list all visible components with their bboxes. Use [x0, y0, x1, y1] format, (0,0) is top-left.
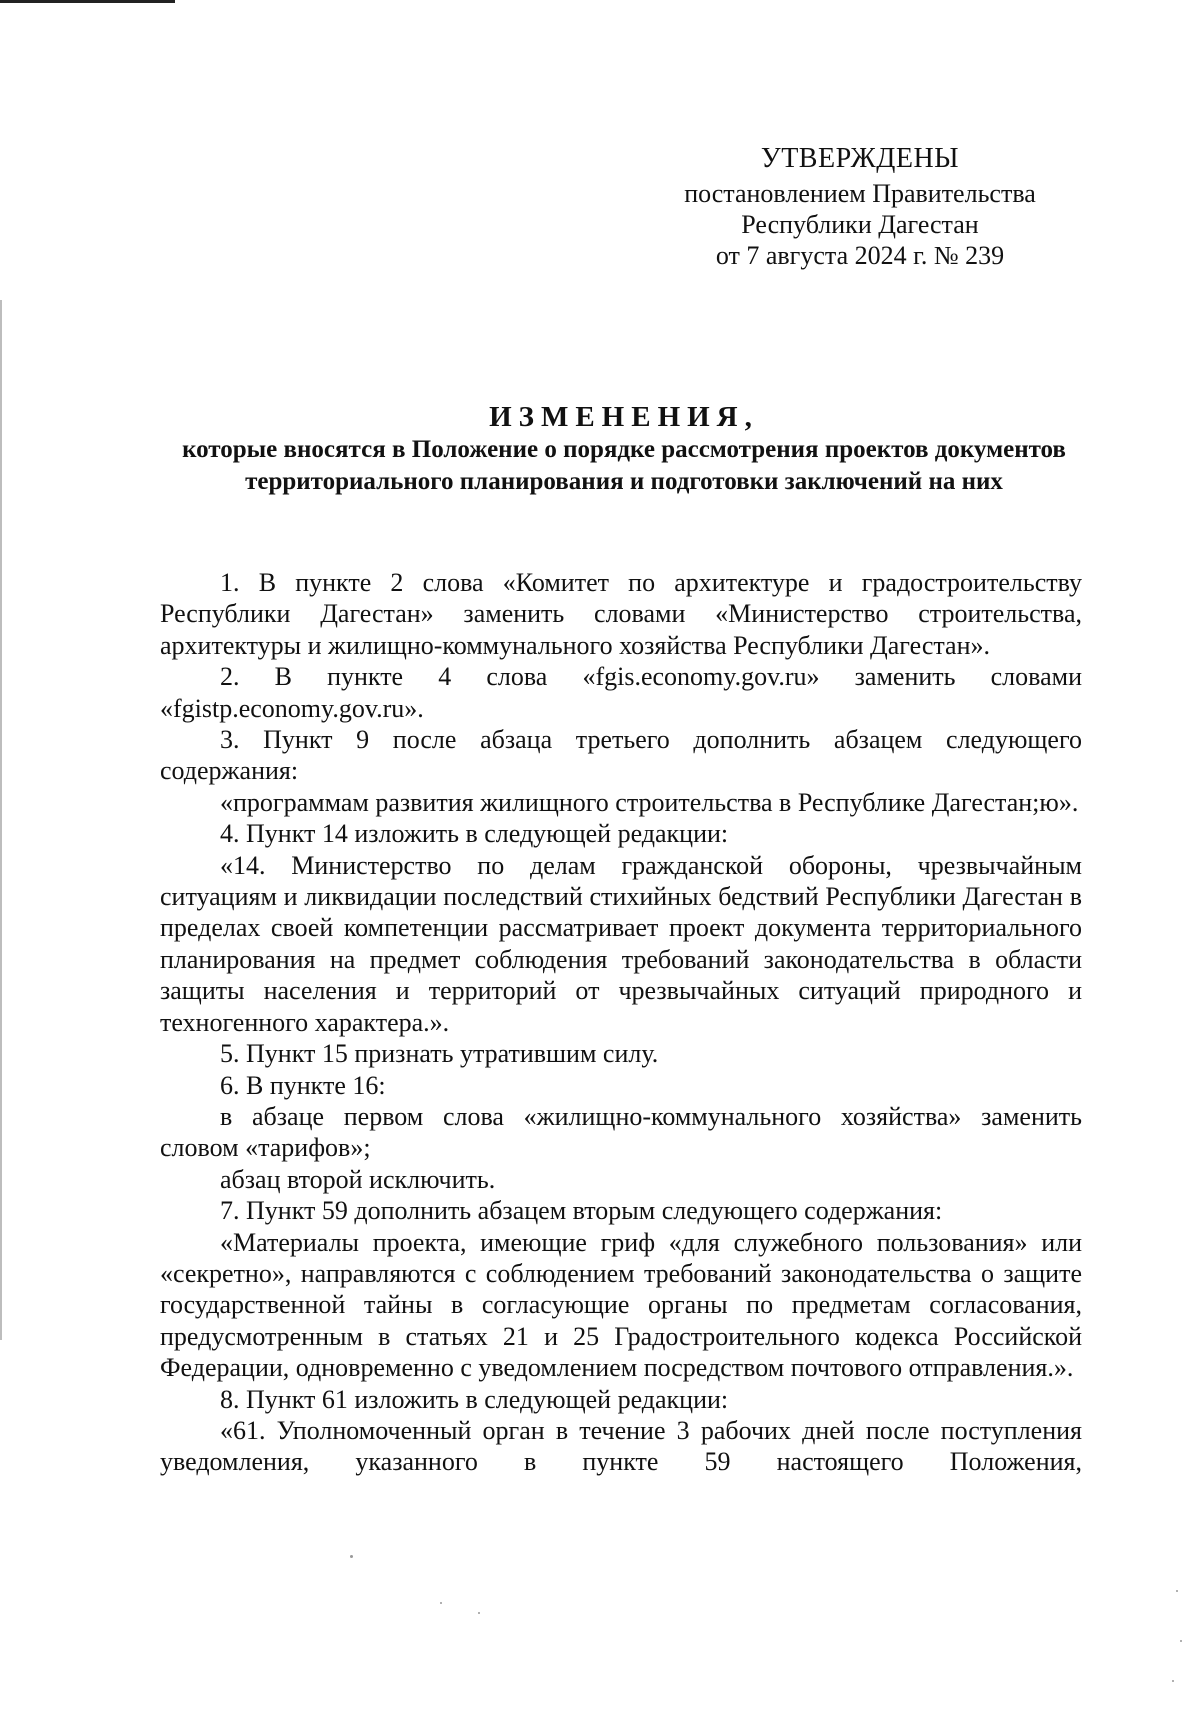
paragraph-3-quote: «программам развития жилищного строительства в Республике Дагестан;ю».: [220, 787, 1079, 817]
scan-speck: [350, 1555, 353, 1558]
scan-speck: [440, 1602, 442, 1604]
approval-title: УТВЕРЖДЕНЫ: [760, 143, 960, 174]
paragraph-5: 5. Пункт 15 признать утратившим силу.: [220, 1039, 659, 1069]
paragraph-4-quote: «14. Министерство по делам гражданской обороны, чрезвычайным ситуациям и ликвидации последствий стихийных бедствий Республики Дагестан в пределах своей компетенции рассматривает проект документа территориального планирования на предмет соблюдения требований законодательства в области защиты населения и территорий от чрезвычайных ситуаций природного и техногенного характера.».: [160, 850, 1082, 1037]
paragraph-8: 8. Пункт 61 изложить в следующей редакции:: [220, 1384, 729, 1414]
heading-title: ИЗМЕНЕНИЯ,: [489, 401, 759, 433]
paragraph-1: 1. В пункте 2 слова «Комитет по архитектуре и градостроительству Республики Дагестан» заменить словами «Министерство строительства, архитектуры и жилищно-коммунального хозяйства Республики Дагестан».: [160, 568, 1082, 660]
paragraph-6: 6. В пункте 16:: [220, 1070, 386, 1100]
scan-speck: [1180, 1640, 1182, 1642]
paragraph-7: 7. Пункт 59 дополнить абзацем вторым следующего содержания:: [220, 1196, 943, 1226]
paragraph-6-abzac-2: абзац второй исключить.: [220, 1164, 496, 1194]
paragraph-6-abzac-1: в абзаце первом слова «жилищно-коммунального хозяйства» заменить словом «тарифов»;: [160, 1101, 1082, 1163]
paragraph-8-quote: «61. Уполномоченный орган в течение 3 рабочих дней после поступления уведомления, указанного в пункте 59 настоящего Положения,: [160, 1415, 1082, 1477]
document-body: [160, 567, 1082, 1478]
scan-speck: [1176, 1590, 1178, 1592]
approval-line-3: от 7 августа 2024 г. № 239: [715, 241, 1005, 270]
paragraph-4: 4. Пункт 14 изложить в следующей редакции:: [220, 819, 729, 849]
paragraph-3: 3. Пункт 9 после абзаца третьего дополнить абзацем следующего содержания:: [160, 725, 1082, 786]
paragraph-2: 2. В пункте 4 слова «fgis.economy.gov.ru» заменить словами «fgistp.economy.gov.ru».: [160, 662, 1082, 723]
scan-speck: [1172, 1680, 1174, 1682]
paragraph-7-quote: «Материалы проекта, имеющие гриф «для служебного пользования» или «секретно», направляются с соблюдением требований законодательства о защите государственной тайны в согласующие органы по предметам согласования, предусмотренным в статьях 21 и 25 Градостроительного кодекса Российской Федерации, одновременно с уведомлением посредством почтового отправления.».: [160, 1227, 1082, 1383]
approval-line-1: постановлением Правительства: [684, 179, 1036, 208]
document-heading: [150, 401, 1098, 498]
top-edge-rule: [0, 0, 175, 3]
heading-subtitle: которые вносятся в Положение о порядке рассмотрения проектов документов территориального планирования и подготовки заключений на них: [182, 436, 1066, 495]
scan-speck: [478, 1612, 480, 1614]
scan-left-edge: [0, 300, 2, 1340]
approval-stamp: [680, 143, 1040, 271]
approval-line-2: Республики Дагестан: [741, 210, 979, 239]
